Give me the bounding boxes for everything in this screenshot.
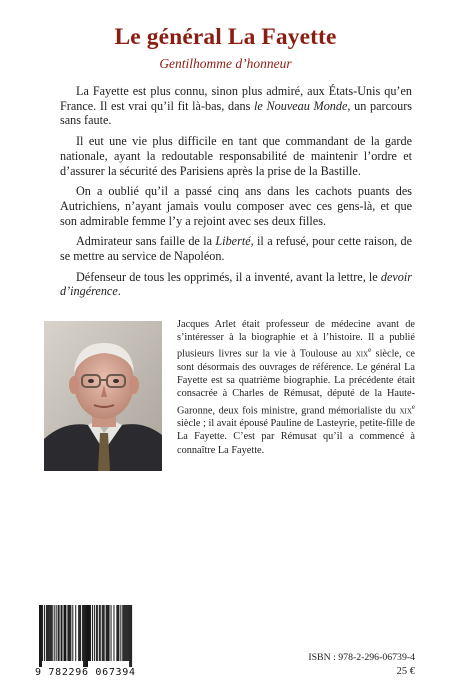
barcode-bar [92,605,93,661]
barcode-bar [80,605,81,661]
bio-text: siècle ; il avait épousé Pauline de Lasteyrie, petite-fille de La Fayette. C’est par Rémusat qu’il a commencé à connaître La Fayette. [177,418,415,456]
barcode-bar [42,605,43,661]
paragraph-text: . [117,284,121,299]
author-portrait [44,321,162,471]
barcode-bar [89,605,90,661]
barcode-bar [111,605,112,661]
paragraph-text: Admirateur sans faille de la [76,234,216,249]
barcode-bar [103,605,104,661]
blurb-paragraph [60,270,412,299]
barcode-digits: 9 782296 067394 [35,667,135,677]
barcode-bar [117,605,118,661]
barcode-bar [40,605,41,667]
barcode-bar [99,605,100,661]
barcode-bar [52,605,53,661]
barcode-bar [126,605,127,661]
bio-text: xix [399,405,412,417]
barcode-bar [64,605,65,661]
barcode-bar [87,605,88,667]
superscript-text: e [368,346,372,355]
book-title: Le général La Fayette [114,24,337,50]
paragraph-text: On a oublié qu’il a passé cinq ans dans les cachots puants des Autrichiens, n’ayant jamais voulu composer avec ces gens-là, et que son admirable femme l’y a rejoint avec ses deux filles. [60,184,412,228]
bio-text: siècle, ce sont désormais des ouvrages de référence. Le général La Fayette est sa quatrième biographie. La précédente était consacrée à Charles de Rémusat, député de la Haute-Garonne, deux fois ministre, grand mémorialiste du [177,348,416,417]
barcode-bar [46,605,47,661]
barcode-bar [54,605,55,661]
barcode-bar [48,605,49,661]
barcode-bar [106,605,107,661]
barcode-bar [56,605,57,661]
barcode-bar [62,605,63,661]
barcode-bar [47,605,48,661]
back-cover-blurb [60,84,412,305]
barcode-bar [75,605,76,661]
barcode-bar [85,605,86,667]
italic-text: le Nouveau Monde [254,98,348,113]
barcode-bar [128,605,129,661]
barcode-bar [68,605,69,661]
barcode-bar [116,605,117,661]
book-subtitle: Gentilhomme d’honneur [159,56,292,71]
italic-text: devoir d’ingérence [60,269,412,299]
paragraph-text: La Fayette est plus connu, sinon plus admiré, aux États-Unis qu’en France. Il est vrai qu’il fit là-bas, dans [60,84,412,113]
barcode-bar [70,605,71,661]
barcode-bar [88,605,89,661]
barcode-bar [83,605,84,667]
price: 25 € [396,666,415,677]
blurb-paragraph [60,84,412,128]
barcode-bar [64,605,65,661]
barcode-bar [44,605,45,661]
barcode-bar [97,605,98,661]
paragraph-text: , un parcours sans faute. [60,98,412,128]
author-photo-image [44,321,162,471]
paragraph-text: Défenseur de tous les opprimés, il a inventé, avant la lettre, le [76,269,381,284]
barcode-bar [86,605,87,667]
barcode-bar [118,605,119,661]
barcode-bar [79,605,80,661]
paragraph-text: , il a refusé, pour cette raison, de se mettre au service de Napoléon. [60,234,412,264]
barcode-bar [123,605,124,661]
barcode-bar [51,605,52,661]
bio-text: Jacques Arlet était professeur de médecine avant de s’intéresser à la biographie et à l’histoire. Il a publié plusieurs livres sur la vie à Toulouse au [177,319,415,360]
barcode-bar [78,605,79,661]
barcode-bar [72,605,73,661]
barcode-bar [122,605,123,661]
author-biography [177,318,415,457]
barcode-bar [104,605,105,661]
barcode-bar [84,605,85,667]
barcode-bar [113,605,114,661]
isbn-barcode [33,605,137,677]
barcode-bar [130,605,131,667]
bio-text: xix [355,348,369,360]
barcode-bar [120,605,121,661]
barcode-bar [108,605,109,661]
barcode-bar [67,605,68,661]
barcode-bar [90,605,91,661]
isbn-number: ISBN : 978-2-296-06739-4 [308,652,415,663]
paragraph-text: Il eut une vie plus difficile en tant que commandant de la garde nationale, ayant la redoutable responsabilité de maintenir l’ordre et d’assurer la sécurité des Parisiens après la prise de la Bastille. [60,134,412,178]
barcode-bar [94,605,95,661]
barcode-bar [125,605,126,661]
blurb-paragraph [60,134,412,178]
barcode-image [33,605,137,677]
barcode-bar [124,605,125,661]
barcode-bar [69,605,70,661]
barcode-bar [102,605,103,661]
barcode-bar [127,605,128,661]
barcode-bar [58,605,59,661]
barcode-bar [50,605,51,661]
barcode-bar [82,605,83,661]
barcode-bar [61,605,62,661]
barcode-bar [129,605,130,667]
barcode-bar [41,605,42,667]
italic-text: Liberté [215,234,251,249]
superscript-text: e [411,402,415,411]
barcode-bar [107,605,108,661]
barcode-bar [100,605,101,661]
barcode-bar [59,605,60,661]
barcode-bar [109,605,110,661]
barcode-bar [49,605,50,661]
barcode-bar [39,605,40,667]
blurb-paragraph [60,184,412,228]
barcode-bar [131,605,132,667]
barcode-bar [65,605,66,661]
blurb-paragraph [60,234,412,263]
barcode-bar [96,605,97,661]
